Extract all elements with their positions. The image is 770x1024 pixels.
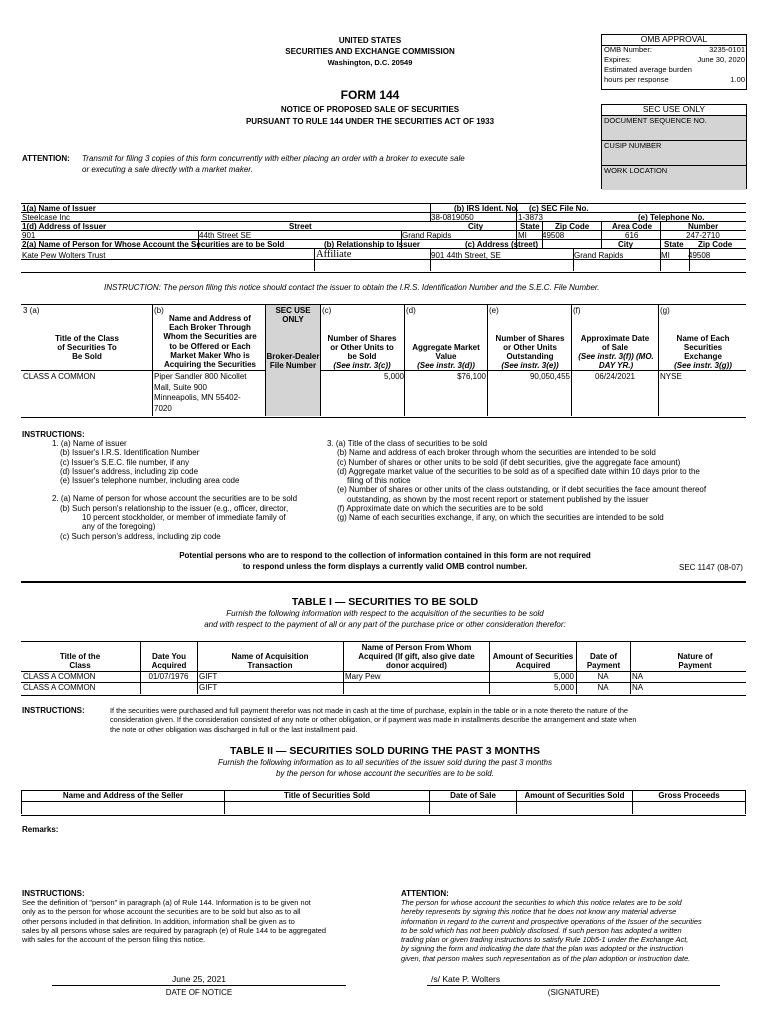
instructions-left — [52, 439, 352, 541]
zip-label: Zip Code — [555, 222, 590, 231]
issuer-street: 44th Street SE — [199, 231, 252, 240]
class-value: CLASS A COMMON — [23, 372, 96, 381]
footer-att-line: The person for whose account the securities to which this notice relates are to be sold — [401, 898, 682, 907]
irs-number: 38-0819050 — [431, 213, 474, 222]
col-e-label: (e) — [489, 306, 499, 315]
t1-row2-title: CLASS A COMMON — [23, 683, 96, 692]
broker-line-3: Minneapolis, MN 55402- — [154, 393, 241, 402]
t2-h-title: Title of Securities Sold — [283, 791, 371, 800]
instr-left-line: 2. (a) Name of person for whose account the securities are to be sold — [52, 494, 298, 504]
sec-file-label: (c) SEC File No. — [529, 204, 589, 213]
seller-name: Kate Pew Wolters Trust — [22, 251, 106, 260]
t2-h-amount: Amount of Securities Sold — [524, 791, 625, 800]
t2-h-date: Date of Sale — [450, 791, 496, 800]
omb-title: OMB APPROVAL — [602, 35, 746, 46]
t2-h-gross: Gross Proceeds — [658, 791, 720, 800]
table-2-sub-2: by the person for whose account the securities are to be sold. — [276, 769, 494, 778]
instr-left-line: 10 percent stockholder, or member of immediate family of — [82, 513, 286, 523]
state-label: State — [520, 222, 540, 231]
relationship-label: (b) Relationship to Issuer — [324, 240, 421, 249]
instructions-title: INSTRUCTIONS: — [22, 430, 85, 439]
table-2-sub-1: Furnish the following information as to all securities of the issuer sold during the past 3 months — [218, 758, 552, 767]
h-units: Number of Shares or Other Units to be Sold — [327, 334, 397, 362]
attention-label: ATTENTION: — [22, 154, 70, 163]
h-exchange: Name of Each Securities Exchange — [676, 334, 730, 362]
sec-form-number: SEC 1147 (08-07) — [679, 563, 743, 572]
issuer-address-number: 901 — [22, 231, 36, 240]
document-sequence-field: DOCUMENT SEQUENCE NO. — [602, 116, 746, 141]
t1-h-nature: Name of Acquisition Transaction — [231, 652, 309, 671]
sec-use-only-col: SEC USE ONLY — [275, 306, 311, 325]
market-value: $76,100 — [457, 372, 486, 381]
seller-state-label: State — [664, 240, 684, 249]
footer-att-line: by signing the form and indicating the date that the plan was adopted or the instruction — [401, 944, 684, 954]
h-sale-date: Approximate Date of Sale — [580, 334, 650, 353]
signature-label: (SIGNATURE) — [547, 988, 600, 997]
t1-row1-title: CLASS A COMMON — [23, 672, 96, 681]
notice-date: June 25, 2021 — [172, 974, 226, 984]
footer-att-line: given, that person makes such representation as of the plan adoption or instruction date. — [401, 953, 691, 963]
exchange-value: NYSE — [660, 372, 682, 381]
footer-att-line: to be sold which has not been publicly disclosed. If such person has adopted a written — [401, 925, 682, 935]
table-1-sub-1: Furnish the following information with respect to the acquisition of the securities to be sold — [226, 609, 544, 618]
instr-right-line: outstanding, as shown by the most recent report or statement published by the issuer — [347, 494, 649, 504]
instr-left-line: (b) Such person's relationship to the issuer (e.g., officer, director, — [60, 503, 289, 513]
t1-row1-nature: GIFT — [199, 672, 218, 681]
t1-instr-label: INSTRUCTIONS: — [22, 706, 85, 715]
omb-burden: 1.00 — [730, 75, 745, 84]
t1-row2-nature: GIFT — [199, 683, 218, 692]
footer-attention — [401, 898, 751, 963]
sec-file-number: 1-3873 — [518, 213, 543, 222]
units-value: 5,000 — [383, 372, 404, 381]
t1-instr-line-1: If the securities were purchased and full payment therefor was not made in cash at the time of purchase, explain in the table or in a note thereto the nature of the — [110, 706, 628, 715]
col-c-label: (c) — [322, 306, 332, 315]
city-label: City — [468, 222, 484, 231]
instr-right-line: (b) Name and address of each broker through whom the securities are intended to be sold — [337, 448, 656, 458]
instr-left-line: (c) Issuer's S.E.C. file number, if any — [60, 457, 190, 467]
agency-city: Washington, D.C. 20549 — [327, 58, 413, 67]
table-2-title: TABLE II — SECURITIES SOLD DURING THE PAST 3 MONTHS — [230, 745, 540, 757]
instr-right-line: (f) Approximate date on which the securities are to be sold — [337, 504, 543, 514]
footer-instr-line: only as to the person for whose account the securities are to be sold but also as to all — [22, 907, 301, 917]
t1-instructions — [110, 706, 750, 734]
t1-row1-paydate: NA — [597, 672, 609, 681]
footer-instr-line: See the definition of "person" in paragraph (a) of Rule 144. Information is to be given not — [22, 898, 311, 907]
omb-number-label: OMB Number: — [604, 45, 652, 54]
t2-h-seller: Name and Address of the Seller — [62, 791, 184, 800]
omb-expires-label: Expires: — [604, 55, 632, 64]
number-label: Number — [688, 222, 719, 231]
instr-right-line: (c) Number of shares or other units to be sold (if debt securities, give the aggregate face amount) — [337, 457, 681, 467]
instr-left-line: (e) Issuer's telephone number, including area code — [60, 476, 240, 486]
col-g-label: (g) — [660, 306, 670, 315]
agency-line-1: UNITED STATES — [338, 36, 402, 45]
instr-right-line: (g) Name of each securities exchange, if any, on which the securities are intended to be sold — [337, 513, 664, 523]
notice-date-label: DATE OF NOTICE — [165, 988, 233, 997]
omb-approval-box — [601, 34, 747, 90]
sec-use-box — [601, 104, 747, 189]
attention-line-1: Transmit for filing 3 copies of this form concurrently with either placing an order with a broker to execute sale — [82, 154, 465, 163]
t1-row1-payment: NA — [632, 672, 644, 681]
t1-row1-date: 01/07/1976 — [148, 672, 189, 681]
issuer-city: Grand Rapids — [402, 231, 452, 240]
instr-right-line: filing of this notice — [347, 476, 411, 486]
h-class: Title of the Class of Securities To Be Sold — [55, 334, 119, 362]
seller-street: 901 44th Street, SE — [431, 251, 501, 260]
broker-address — [154, 372, 264, 414]
cusip-field: CUSIP NUMBER — [602, 141, 746, 166]
col-d-label: (d) — [406, 306, 416, 315]
footer-att-line: information in regard to the current and prospective operations of the Issuer of the securities — [401, 916, 702, 926]
h-outstanding: Number of Shares or Other Units Outstanding — [495, 334, 565, 362]
issuer-name: Steelcase Inc — [22, 213, 71, 222]
omb-burden-label-2: hours per response — [604, 75, 669, 84]
t1-row1-person: Mary Pew — [345, 672, 381, 681]
t1-row2-payment: NA — [632, 683, 644, 692]
t1-h-amount: Amount of Securities Acquired — [492, 652, 574, 671]
footer-instr-line: sales by all persons whose sales are required by paragraph (e) of Rule 144 to be aggregated — [22, 925, 327, 935]
t1-h-title: Title of the Class — [59, 652, 101, 671]
potential-line-1: Potential persons who are to respond to the collection of information contained in this form are not required — [179, 551, 591, 560]
signature: /s/ Kate P. Wolters — [431, 974, 501, 984]
broker-line-2: Mall, Suite 900 — [154, 382, 207, 392]
h-broker: Name and Address of Each Broker Through Whom the Securities are to be Offered or Each Market Maker Who is Acquiring the Securities — [163, 314, 257, 369]
sec-use-title: SEC USE ONLY — [602, 105, 746, 116]
t1-h-date: Date You Acquired — [151, 652, 187, 671]
instr-right-line: (d) Aggregate market value of the securities to be sold as of a specified date within 10 days prior to the — [337, 466, 700, 476]
t1-h-paydate: Date of Payment — [586, 652, 621, 671]
issuer-phone: 247-2710 — [686, 231, 720, 240]
footer-instr-line: other persons included in that definition. In addition, information shall be given as to — [22, 916, 295, 926]
instruction-line: INSTRUCTION: The person filing this notice should contact the issuer to obtain the I.R.S. Identification Number and the S.E.C. File Number. — [104, 283, 600, 292]
instr-left-line — [52, 485, 352, 494]
t1-instr-line-2: consideration given. If the consideration consisted of any note or other obligation, or if payment was made in installments describe the arrangement and state when — [110, 715, 637, 725]
work-location-field: WORK LOCATION — [602, 166, 746, 190]
form-subtitle-1: NOTICE OF PROPOSED SALE OF SECURITIES — [280, 105, 460, 114]
footer-att-line: trading plan or given trading instructions to satisfy Rule 10b5-1 under the Exchange Act, — [401, 935, 689, 945]
h-bd-file: Broker-Dealer File Number — [266, 352, 320, 371]
issuer-name-label: 1(a) Name of Issuer — [22, 204, 96, 213]
footer-instr-line: with sales for the account of the person filing this notice. — [22, 935, 206, 945]
instr-left-line: (c) Such person's address, including zip code — [60, 531, 221, 541]
outstanding-value: 90,050,455 — [529, 372, 570, 381]
broker-line-1: Piper Sandler 800 Nicollet — [154, 372, 247, 381]
h-sale-date-instr: (See instr. 3(f)) (MO. DAY YR.) — [578, 352, 654, 371]
instr-left-line: 1. (a) Name of issuer — [52, 439, 127, 448]
instructions-right — [327, 439, 757, 523]
seller-city-label: City — [618, 240, 634, 249]
footer-instructions-title: INSTRUCTIONS: — [22, 889, 85, 898]
issuer-area-code: 616 — [625, 231, 639, 240]
instr-left-line: (d) Issuer's address, including zip code — [60, 466, 199, 476]
h-units-instr: (See instr. 3(c)) — [333, 361, 391, 370]
issuer-address-label: 1(d) Address of Issuer — [22, 222, 107, 231]
omb-burden-label-1: Estimated average burden — [604, 65, 692, 74]
instr-right-line: 3. (a) Title of the class of securities to be sold — [327, 439, 488, 448]
col-b-label: (b) — [154, 306, 164, 315]
footer-instructions — [22, 898, 372, 944]
col-3a-label: 3 (a) — [23, 306, 40, 315]
t1-row1-amount: 5,000 — [553, 672, 574, 681]
instr-right-line: (e) Number of shares or other units of the class outstanding, or if debt securities the face amount thereof — [337, 485, 707, 495]
area-code-label: Area Code — [612, 222, 653, 231]
remarks-label: Remarks: — [22, 825, 59, 834]
table-1-sub-2: and with respect to the payment of all or any part of the purchase price or other consideration therefor: — [204, 620, 566, 629]
table-1-title: TABLE I — SECURITIES TO BE SOLD — [291, 596, 479, 608]
seller-state: MI — [661, 251, 670, 260]
instr-left-line: any of the foregoing) — [82, 522, 156, 532]
telephone-label: (e) Telephone No. — [638, 213, 705, 222]
form-subtitle-2: PURSUANT TO RULE 144 UNDER THE SECURITIES ACT OF 1933 — [245, 117, 495, 126]
omb-expires: June 30, 2020 — [697, 55, 745, 64]
issuer-state: MI — [518, 231, 527, 240]
seller-zip-label: Zip Code — [698, 240, 733, 249]
omb-number: 3235-0101 — [709, 45, 745, 54]
t1-row2-amount: 5,000 — [553, 683, 574, 692]
instr-left-line: (b) Issuer's I.R.S. Identification Number — [60, 448, 200, 458]
seller-name-label: 2(a) Name of Person for Whose Account the Securities are to be Sold — [22, 240, 285, 249]
h-outstanding-instr: (See instr. 3(e)) — [501, 361, 559, 370]
h-value: Aggregate Market Value — [412, 343, 480, 362]
form-title: FORM 144 — [340, 88, 400, 102]
t1-instr-line-3: the note or other obligation was discharged in full or the last installment paid. — [110, 724, 358, 734]
h-exchange-instr: (See instr. 3(g)) — [674, 361, 732, 370]
agency-line-2: SECURITIES AND EXCHANGE COMMISSION — [285, 47, 455, 56]
footer-att-line: hereby represents by signing this notice that he does not know any material adverse — [401, 907, 677, 917]
issuer-zip: 49508 — [542, 231, 565, 240]
t1-h-person: Name of Person From Whom Acquired (If gift, also give date donor acquired) — [358, 643, 475, 671]
issuer-block — [21, 203, 746, 273]
potential-line-2: to respond unless the form displays a currently valid OMB control number. — [242, 562, 528, 571]
seller-address-label: (c) Address (street) — [465, 240, 539, 249]
broker-line-4: 7020 — [154, 403, 172, 413]
irs-label: (b) IRS Ident. No. — [454, 204, 519, 213]
street-label: Street — [289, 222, 312, 231]
seller-city: Grand Rapids — [574, 251, 624, 260]
relationship-value: Affiliate — [316, 249, 352, 260]
t1-row2-paydate: NA — [597, 683, 609, 692]
seller-zip: 49508 — [688, 251, 711, 260]
col-f-label: (f) — [573, 306, 581, 315]
attention-line-2: or executing a sale directly with a market maker. — [82, 165, 253, 174]
h-value-instr: (See instr. 3(d)) — [417, 361, 475, 370]
t1-h-payment: Nature of Payment — [677, 652, 713, 671]
sale-date-value: 06/24/2021 — [594, 372, 636, 381]
footer-attention-title: ATTENTION: — [401, 889, 449, 898]
